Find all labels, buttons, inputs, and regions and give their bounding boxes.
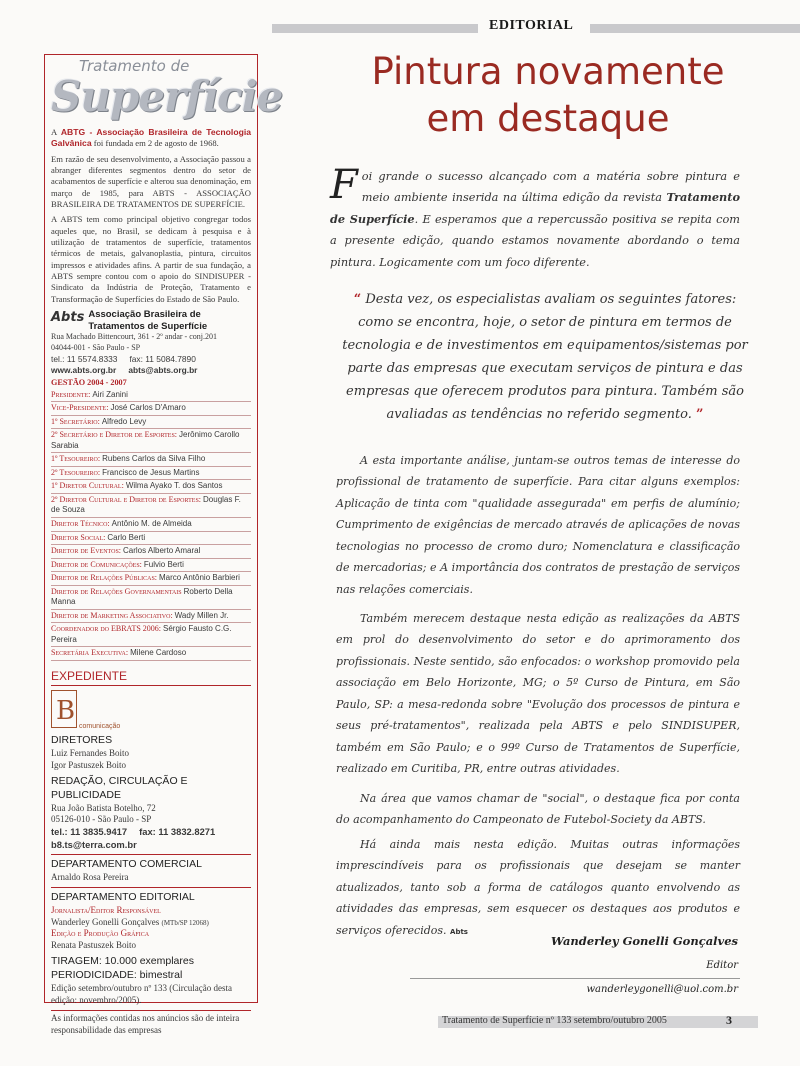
quote-close-icon: ” <box>696 407 704 422</box>
comercial-name: Arnaldo Rosa Pereira <box>51 871 129 882</box>
officer-name: Fulvio Berti <box>143 559 184 569</box>
b8-letter: B <box>56 695 76 726</box>
officer-name: Milene Cardoso <box>130 648 187 658</box>
intro-magazine-name: Tratamento de Superfície <box>330 190 740 226</box>
diretor-1: Luiz Fernandes Boito <box>51 748 129 759</box>
abts-email-link[interactable]: abts@abts.org.br <box>128 364 198 375</box>
drop-cap: F <box>330 162 358 208</box>
redacao-title: REDAÇÃO, CIRCULAÇÃO E PUBLICIDADE <box>51 774 188 801</box>
officer-row <box>51 586 251 610</box>
officer-role: 2º Secretário e Diretor de Esportes: <box>51 430 178 440</box>
officers-list <box>51 389 251 661</box>
comercial-block <box>51 858 251 888</box>
officer-role: Vice-Presidente: <box>51 403 109 413</box>
officer-role: Diretor de Marketing Associativo: <box>51 610 173 620</box>
officer-name: Francisco de Jesus Martins <box>102 467 200 477</box>
officer-name: Jerônimo Carollo Sarabia <box>51 430 240 450</box>
redacao-address-2: 05126-010 - São Paulo - SP <box>51 814 152 825</box>
article-title <box>318 48 778 143</box>
periodicidade: PERIODICIDADE: bimestral <box>51 969 183 982</box>
comercial-title: DEPARTAMENTO COMERCIAL <box>51 858 202 871</box>
abts-address-2: 04044-001 - São Paulo - SP <box>51 342 141 352</box>
body-paragraph-2: Também merecem destaque nesta edição as realizações da ABTS em prol do desenvolvimento do setor e do aprimoramento dos profissionais. Neste sentido, são enfocados: o workshop promovido pela associação em Belo Horizonte, MG; o 5º Curso de Pintura, em São Paulo, SP: a mesa-redonda sobre "Evolução dos processos de pintura e seus pré-tratamentos", realizada pela ABTS e pelo SINDISUPER, também em São Paulo; e o 99º Curso de Tratamentos de Superfície, realizado em Curitiba, PR, entre outras atividades. <box>336 612 740 776</box>
redacao-fax: fax: 11 3832.8271 <box>139 826 216 838</box>
officer-row <box>51 559 251 573</box>
abts-phone-row <box>51 354 251 365</box>
officer-name: Marco Antônio Barbieri <box>159 573 240 583</box>
page-number: 3 <box>726 1013 732 1027</box>
about-1-org: ABTG - Associação Brasileira de Tecnologia Galvânica <box>51 127 251 149</box>
officer-role: Coordenador do EBRATS 2006: <box>51 624 162 634</box>
edicao-name: Renata Pastuszek Boito <box>51 940 136 951</box>
abts-end-mark-icon: Abts <box>450 927 468 936</box>
intro-b: . E esperamos que a repercussão positiva se repita com a presente edição, quando estamos novamente abordando o tema pintura. Logicamente com um foco diferente. <box>330 212 740 269</box>
header-rule-right <box>590 24 800 33</box>
signature-name: Wanderley Gonelli Gonçalves <box>551 934 738 948</box>
abts-logo-icon: Abts <box>51 310 85 326</box>
masthead-sidebar <box>44 54 283 1035</box>
redacao-email-link[interactable]: b8.ts@terra.com.br <box>51 838 137 850</box>
officer-row <box>51 647 251 661</box>
footer-publication: Tratamento de Superfície nº 133 setembro/outubro 2005 <box>442 1015 667 1026</box>
jornalista-reg: (MTb/SP 12068) <box>161 918 209 927</box>
officer-row <box>51 623 251 647</box>
officer-name: Douglas F. de Souza <box>51 494 241 515</box>
pull-quote <box>340 288 750 426</box>
abts-name: Associação Brasileira de Tratamentos de Superfície <box>88 309 208 332</box>
officer-role: 2º Diretor Cultural e Diretor de Esportes: <box>51 494 202 504</box>
b8-logo-row <box>51 686 251 731</box>
redacao-address-1: Rua João Batista Botelho, 72 <box>51 802 156 813</box>
officer-role: Diretor de Eventos: <box>51 546 121 556</box>
officer-name: Carlos Alberto Amaral <box>123 546 201 556</box>
body-paragraph-4-text: Há ainda mais nesta edição. Muitas outras informações imprescindíveis para os profissionais que desejam se manter atualizados, tanto sob a forma de catálogos quanto envolvendo as atividades das empresas, sem esquecer os destaques aos produtos e serviços oferecidos. <box>336 838 740 937</box>
edicao-info: Edição setembro/outubro nº 133 (Circulação desta edição: novembro/2005). <box>51 982 232 1005</box>
officer-row <box>51 610 251 624</box>
about-paragraph-1 <box>51 127 251 150</box>
quote-text: Desta vez, os especialistas avaliam os seguintes fatores: como se encontra, hoje, o setor de pintura em termos de tecnologia e de investimentos em equipamentos/sistemas por parte das empresas que executam serviços de pintura e das empresas que oferecem produtos para pintura. Também são avaliadas as tendências no referido segmento. <box>342 292 748 422</box>
jornalista-role: Jornalista/Editor Responsável <box>51 904 161 915</box>
officer-role: Diretor de Relações Governamentais <box>51 586 182 596</box>
quote-open-icon: “ <box>353 292 362 307</box>
abts-header <box>51 309 251 332</box>
officer-role: 1º Diretor Cultural: <box>51 481 124 491</box>
officer-name: Roberto Della Manna <box>51 586 233 607</box>
officer-row <box>51 518 251 532</box>
title-line-1: Pintura novamente <box>371 50 725 93</box>
body-paragraph-4 <box>336 834 740 941</box>
gestao-title: GESTÃO 2004 - 2007 <box>51 377 127 387</box>
abts-site-link[interactable]: www.abts.org.br <box>51 364 117 375</box>
about-1-a: A <box>51 127 61 137</box>
section-label: EDITORIAL <box>489 18 574 33</box>
signature-email-link[interactable]: wanderleygonelli@uol.com.br <box>586 984 738 995</box>
officer-name: José Carlos D'Amaro <box>110 403 186 413</box>
officer-role: Presidente: <box>51 389 91 399</box>
body-paragraph-1: A esta importante análise, juntam-se outros temas de interesse do profissional de tratamento de superfície. Para citar alguns exemplos: Aplicação de tinta com "qualidade assegurada" em perfis de alumínio; Cumprimento de exigências de mercado através de aplicações de novas tecnologias no processo de cromo duro; Nomenclatura e classificação de mercadorias; e A importância dos contratos de prestação de serviços nas relações comerciais. <box>336 454 740 596</box>
officer-name: Antônio M. de Almeida <box>111 519 192 529</box>
editorial-dept-title: DEPARTAMENTO EDITORIAL <box>51 890 195 903</box>
officer-name: Airi Zanini <box>92 389 128 399</box>
title-line-2: em destaque <box>426 97 670 141</box>
tiragem: TIRAGEM: 10.000 exemplares <box>51 955 194 968</box>
signature-rule <box>410 978 740 979</box>
jornalista-name: Wanderley Gonelli Gonçalves <box>51 916 160 927</box>
officer-role: 1º Tesoureiro: <box>51 454 101 464</box>
officer-name: Alfredo Levy <box>101 416 147 426</box>
b8-logo-text: comunicação <box>79 722 121 730</box>
officer-name: Wady Millen Jr. <box>174 610 229 620</box>
about-paragraph-2: Em razão de seu desenvolvimento, a Associação passou a abranger diferentes segmentos dentro do setor de acabamentos de superfície e alterou sua denominação, em março de 1985, para ABTS - ASSOCIAÇÃO BRASILEIRA DE TRATAMENTOS DE SUPERFÍCIE. <box>51 153 251 210</box>
abts-web-row <box>51 365 251 376</box>
diretores-title: DIRETORES <box>51 734 113 747</box>
officer-role: Diretor de Relações Públicas: <box>51 573 158 583</box>
diretores-block <box>51 734 251 855</box>
officer-role: 1º Secretário: <box>51 416 100 426</box>
b8-logo-icon <box>51 690 77 728</box>
magazine-logo <box>51 57 283 121</box>
edicao-role: Edição e Produção Gráfica <box>51 928 150 939</box>
redacao-tel: tel.: 11 3835.9417 <box>51 826 128 838</box>
officer-row <box>51 429 251 453</box>
officer-name: Wilma Ayako T. dos Santos <box>125 481 223 491</box>
logo-big-text: Superfície <box>51 72 283 121</box>
officer-role: 2º Tesoureiro: <box>51 467 101 477</box>
officer-name: Carlo Berti <box>107 532 146 542</box>
about-paragraph-3: A ABTS tem como principal objetivo congregar todos aqueles que, no Brasil, se dedicam à pesquisa e à utilização de tratamentos de superfície, tratamentos térmicos de metais, galvanoplastia, pintura, circuitos impressos e atividades afins. A partir de sua fundação, a ABTS sempre contou com o apoio do SINDISUPER - Sindicato da Indústria de Proteção, Tratamento e Transformação de Superfícies do Estado de São Paulo. <box>51 214 251 304</box>
expediente-title: EXPEDIENTE <box>51 669 251 686</box>
officer-name: Rubens Carlos da Silva Filho <box>102 454 206 464</box>
officer-row <box>51 572 251 586</box>
officer-role: Secretária Executiva: <box>51 648 129 658</box>
ads-disclaimer: As informações contidas nos anúncios são de inteira responsabilidade das empresas <box>51 1012 240 1035</box>
header-rule-left <box>272 24 478 33</box>
officer-row <box>51 389 251 403</box>
officer-role: Diretor Social: <box>51 532 106 542</box>
abts-fax: fax: 11 5084.7890 <box>129 353 196 364</box>
officer-name: Sérgio Fausto C.G. Pereira <box>51 624 232 644</box>
officer-role: Diretor de Comunicações: <box>51 559 142 569</box>
editorial-dept-block <box>51 891 251 1011</box>
officer-row <box>51 453 251 467</box>
officer-row <box>51 467 251 481</box>
officer-row <box>51 416 251 430</box>
abts-tel: tel.: 11 5574.8333 <box>51 353 118 364</box>
redacao-phone-row <box>51 826 251 838</box>
officer-row <box>51 545 251 559</box>
signature-role: Editor <box>706 960 738 971</box>
intro-a: oi grande o sucesso alcançado com a matéria sobre pintura e meio ambiente inserida na última edição da revista <box>361 170 740 205</box>
about-1-c: foi fundada em 2 de agosto de 1968. <box>91 138 219 149</box>
intro-paragraph <box>330 162 740 273</box>
body-paragraph-3: Na área que vamos chamar de "social", o destaque fica por conta do acompanhamento do Campeonato de Futebol-Society da ABTS. <box>336 792 740 827</box>
officer-row <box>51 532 251 546</box>
logo-small-text: Tratamento de <box>79 57 190 75</box>
abts-address-1: Rua Machado Bittencourt, 361 - 2º andar - conj.201 <box>51 331 217 341</box>
officer-row <box>51 494 251 518</box>
jornalista-line <box>51 917 251 929</box>
officer-row <box>51 480 251 494</box>
officer-row <box>51 402 251 416</box>
diretor-2: Igor Pastuszek Boito <box>51 759 126 770</box>
officer-role: Diretor Técnico: <box>51 519 110 529</box>
